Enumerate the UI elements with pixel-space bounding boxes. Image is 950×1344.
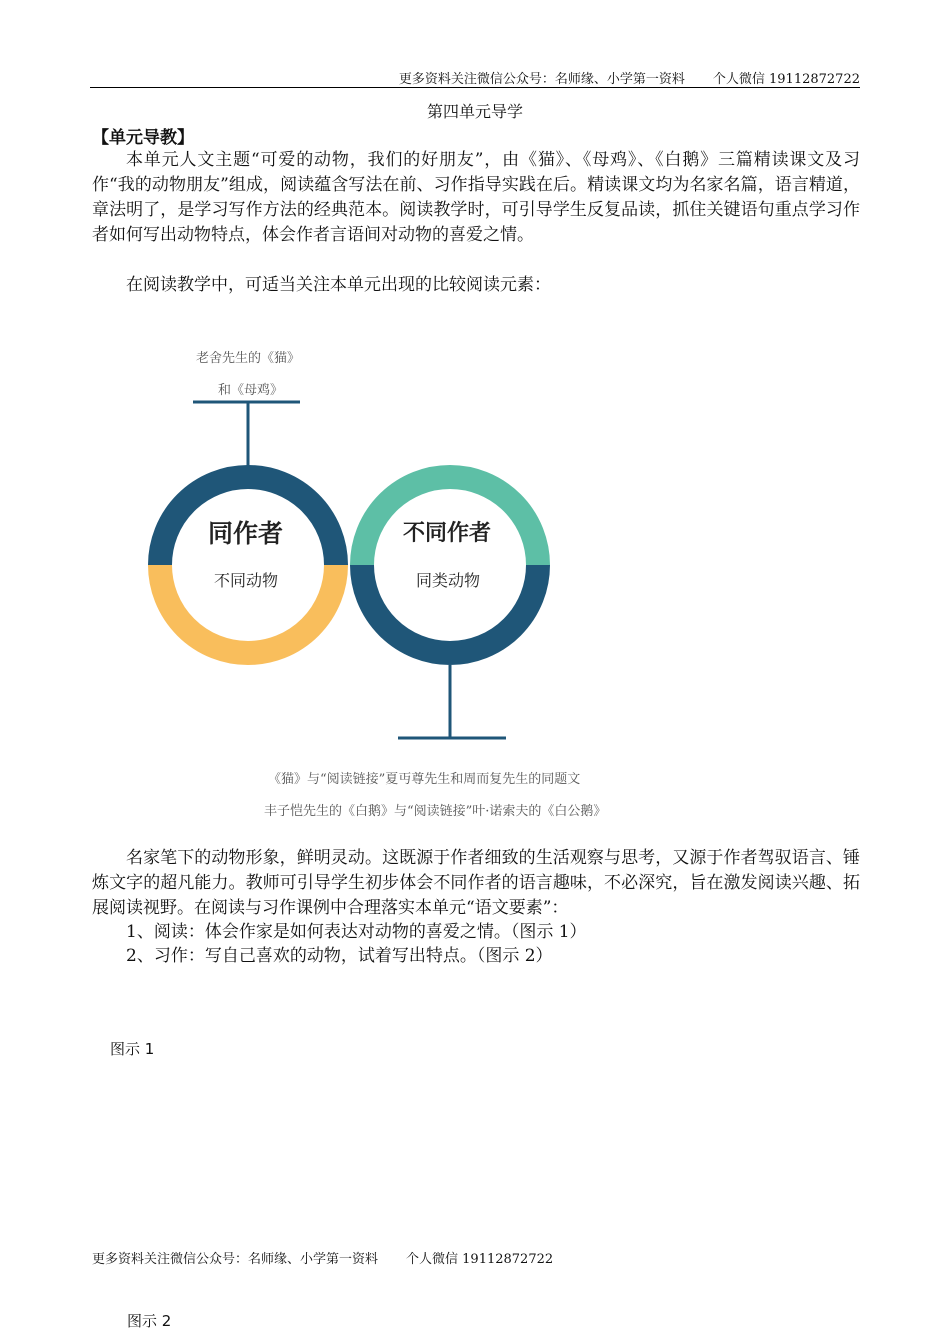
figure-1-label: 图示 1 xyxy=(110,1040,155,1058)
footer-right-text: 个人微信 19112872722 xyxy=(406,1252,554,1267)
diagram-top-label-line2: 和《母鸡》 xyxy=(218,383,284,398)
right-ring-subtitle: 同类动物 xyxy=(416,571,481,590)
list-item-writing: 2、习作：写自己喜欢的动物，试着写出特点。（图示 2） xyxy=(126,946,553,966)
left-ring-title: 同作者 xyxy=(208,519,284,548)
section-heading: 【单元导教】 xyxy=(92,128,194,148)
diagram-bottom-label-line1: 《猫》与“阅读链接”夏丏尊先生和周而复先生的同题文 xyxy=(268,772,581,787)
list-item-reading: 1、阅读：体会作家是如何表达对动物的喜爱之情。（图示 1） xyxy=(126,922,587,942)
page-footer xyxy=(92,1248,553,1267)
analysis-paragraph: 名家笔下的动物形象，鲜明灵动。这既源于作者细致的生活观察与思考，又源于作者驾驭语言、锤炼文字的超凡能力。教师可引导学生初步体会不同作者的语言趣味，不必深究，旨在激发阅读兴趣、拓展阅读视野。在阅读与习作课例中合理落实本单元“语文要素”： xyxy=(92,848,860,918)
comparison-intro-paragraph: 在阅读教学中，可适当关注本单元出现的比较阅读元素： xyxy=(126,275,551,295)
header-right-text: 个人微信 19112872722 xyxy=(712,72,860,87)
intro-paragraph: 本单元人文主题“可爱的动物，我们的好朋友”，由《猫》、《母鸡》、《白鹅》三篇精读课文及习作“我的动物朋友”组成，阅读蕴含写法在前、习作指导实践在后。精读课文均为名家名篇，语言精道，章法明了，是学习写作方法的经典范本。阅读教学时，可引导学生反复品读，抓住关键语句重点学习作者如何写出动物特点，体会作者言语间对动物的喜爱之情。 xyxy=(92,150,860,245)
figure-2-label: 图示 2 xyxy=(127,1312,172,1330)
right-ring-title: 不同作者 xyxy=(403,521,492,546)
diagram-top-label-line1: 老舍先生的《猫》 xyxy=(196,351,301,366)
footer-left-text: 更多资料关注微信公众号：名师缘、小学第一资料 xyxy=(92,1252,379,1267)
page-title: 第四单元导学 xyxy=(426,102,523,121)
diagram-bottom-label-line2: 丰子恺先生的《白鹅》与“阅读链接”叶·诺索夫的《白公鹅》 xyxy=(264,804,607,819)
left-ring-subtitle: 不同动物 xyxy=(214,571,279,590)
header-left-text: 更多资料关注微信公众号：名师缘、小学第一资料 xyxy=(398,72,685,87)
